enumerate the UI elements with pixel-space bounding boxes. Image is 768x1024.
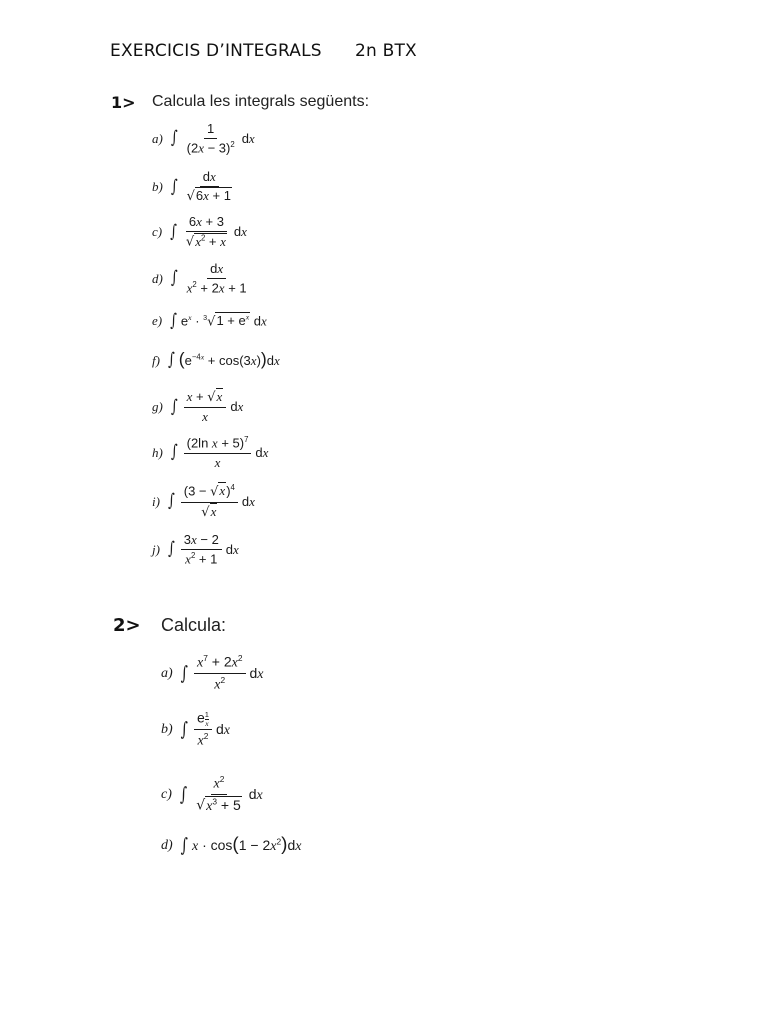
item-label: a) xyxy=(152,130,163,146)
integral-sign: ∫ xyxy=(167,350,175,371)
item-label: b) xyxy=(152,179,163,195)
item-label: j) xyxy=(152,541,160,557)
exercise-1-number: 1> xyxy=(111,93,136,112)
fraction: $\frac{dx}{x^2 + 2x + 1}$ xyxy=(186,261,247,296)
exercise-1-instruction: Calcula les integrals següents: xyxy=(152,93,370,110)
fraction: $\frac{x + √x}{x}$ xyxy=(184,390,227,425)
integral-sign: ∫ xyxy=(170,311,177,332)
item-label: a) xyxy=(161,665,173,681)
exercise-2-number: 2> xyxy=(113,615,141,636)
exercise-1c: c) ∫ $\frac{6x + 3}{√x^2 + x}$ dx xyxy=(152,214,247,250)
exercise-1j: j) ∫ $\frac{3x - 2}{x^2 + 1}$ dx xyxy=(152,532,239,567)
exercise-1g: g) ∫ $\frac{x + √x}{x}$ dx xyxy=(152,389,244,425)
item-label: h) xyxy=(152,444,163,460)
exercise-2-instruction: Calcula: xyxy=(161,615,227,635)
fraction: $\frac{6x + 3}{√x^2 + x}$ xyxy=(185,214,226,250)
fraction: $\frac{dx}{√6x + 1}$ xyxy=(186,169,231,205)
exercise-1e: e) ∫ $e^x \cdot ^3√1 + e^x$ dx xyxy=(152,311,267,332)
exercise-2c: c) ∫ $\frac{x^2}{√x^3 + 5}$ dx xyxy=(161,774,263,814)
fraction: $\frac{x^2}{√x^3 + 5}$ xyxy=(196,774,241,814)
exercise-1h: h) ∫ $\frac{(2\ln x + 5)^7}{x}$ dx xyxy=(152,435,269,470)
fraction: $\frac{x^7 + 2x^2}{x^2}$ xyxy=(194,654,246,693)
item-label: d) xyxy=(152,270,163,286)
integral-sign: ∫ xyxy=(180,834,188,857)
fraction: $\frac{(2\ln x + 5)^7}{x}$ xyxy=(184,436,252,470)
exercise-1f: f) ∫ $(e^{-4x} + \cos(3x))dx$ xyxy=(152,349,280,371)
exercise-2d: d) ∫ $x \cdot \cos(1 - 2x^2)dx$ xyxy=(161,834,302,857)
item-label: c) xyxy=(161,786,172,802)
integral-sign: ∫ xyxy=(180,662,188,685)
integral-sign: ∫ xyxy=(180,718,188,741)
document-title: EXERCICIS D’INTEGRALS xyxy=(110,41,322,61)
integral-sign: ∫ xyxy=(179,783,188,806)
integral-sign: ∫ xyxy=(170,397,178,418)
fraction: $\frac{(3 - √x)^4}{√x}$ xyxy=(181,484,238,520)
item-label: g) xyxy=(152,399,163,415)
integral-sign: ∫ xyxy=(170,128,178,150)
page-title xyxy=(110,41,322,61)
item-label: f) xyxy=(152,352,160,368)
item-label: c) xyxy=(152,224,163,240)
fraction: e $^{\frac{1}{x}}$ $x^2$ xyxy=(194,710,212,749)
integral-sign: ∫ xyxy=(170,222,177,243)
exercise-1d xyxy=(152,262,252,296)
integral-sign: ∫ xyxy=(167,539,175,561)
integral-sign: ∫ xyxy=(167,491,175,513)
fraction: $\frac{3x - 2}{x^2 + 1}$ xyxy=(181,533,222,567)
item-label: e) xyxy=(152,313,163,329)
item-label: d) xyxy=(161,837,173,853)
item-label: b) xyxy=(161,721,173,737)
integral-sign: ∫ xyxy=(170,268,178,290)
course-level: 2n BTX xyxy=(355,41,417,61)
integral-sign: ∫ xyxy=(170,442,178,464)
exercise-1i: i) ∫ $\frac{(3 - √x)^4}{√x}$ dx xyxy=(152,483,255,520)
exercise-1b xyxy=(152,170,237,205)
exercise-2a: a) ∫ $\frac{x^7 + 2x^2}{x^2}$ dx xyxy=(161,653,264,693)
exercise-2b: b) ∫ e $^{\frac{1}{x}}$ $x^2$ dx xyxy=(161,709,230,749)
fraction: $\frac{1}{(2x - 3)^2}$ xyxy=(186,121,235,156)
item-label: i) xyxy=(152,493,160,509)
exercise-1a: a) ∫ $\frac{1}{(2x - 3)^2}$ dx xyxy=(152,121,255,156)
integral-sign: ∫ xyxy=(170,177,178,198)
